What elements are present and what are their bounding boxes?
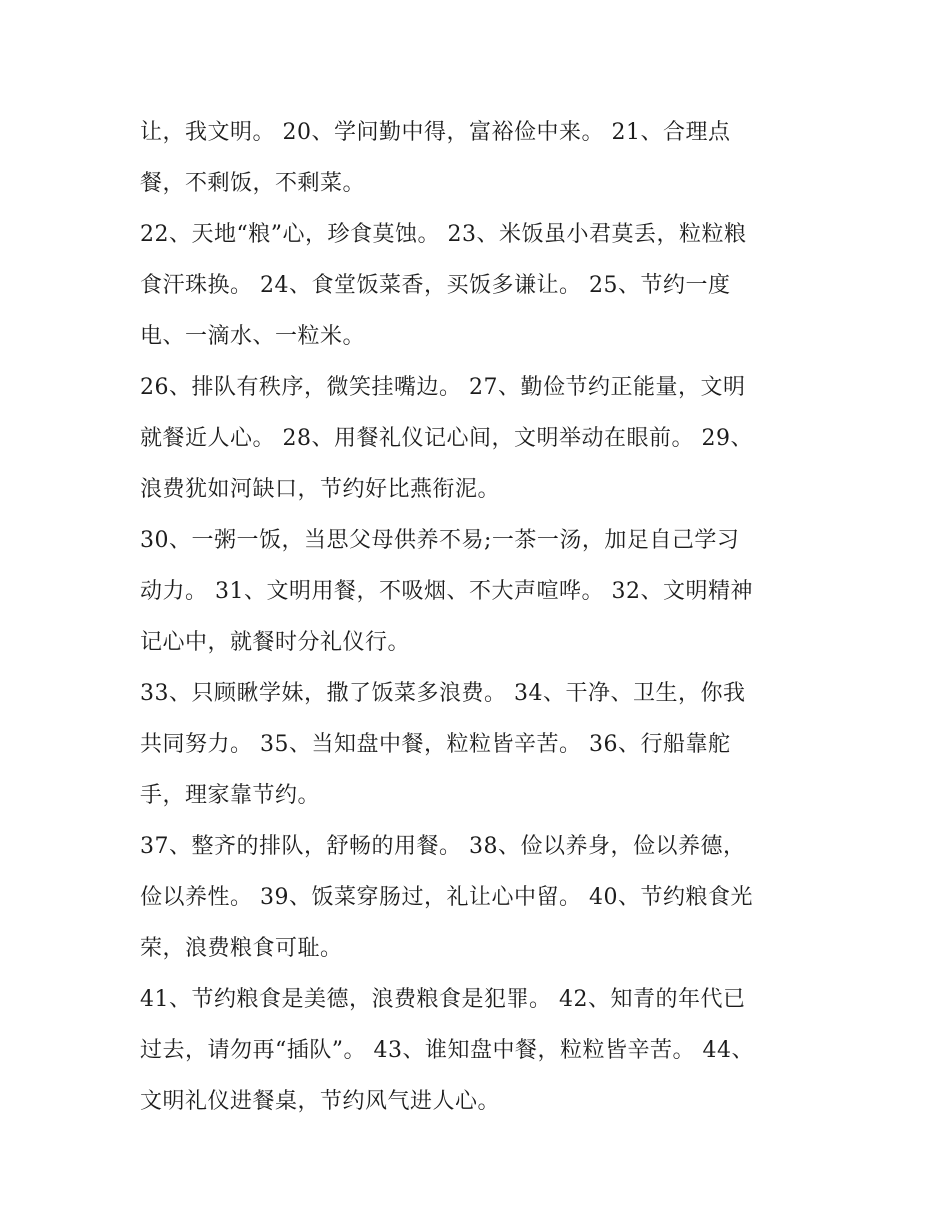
text-line: 手，理家靠节约。 bbox=[140, 783, 321, 808]
text-line: 餐，不剩饭，不剩菜。 bbox=[140, 171, 366, 196]
text-line: 让，我文明。 20、学问勤中得，富裕俭中来。 21、合理点 bbox=[140, 120, 731, 145]
text-line: 食汗珠换。 24、食堂饭菜香，买饭多谦让。 25、节约一度 bbox=[140, 273, 731, 298]
text-line: 文明礼仪进餐桌，节约风气进人心。 bbox=[140, 1089, 501, 1114]
text-line: 33、只顾瞅学妹，撒了饭菜多浪费。 34、干净、卫生，你我 bbox=[140, 681, 746, 706]
document-body bbox=[140, 107, 820, 1127]
text-line: 30、一粥一饭，当思父母供养不易;一茶一汤，加足自己学习 bbox=[140, 528, 740, 553]
text-line: 过去，请勿再“插队”。 43、谁知盘中餐，粒粒皆辛苦。 44、 bbox=[140, 1038, 754, 1063]
text-line: 俭以养性。 39、饭菜穿肠过，礼让心中留。 40、节约粮食光 bbox=[140, 885, 753, 910]
text-line: 动力。 31、文明用餐，不吸烟、不大声喧哗。 32、文明精神 bbox=[140, 579, 753, 604]
text-line: 荣，浪费粮食可耻。 bbox=[140, 936, 343, 961]
text-line: 41、节约粮食是美德，浪费粮食是犯罪。 42、知青的年代已 bbox=[140, 987, 746, 1012]
text-line: 26、排队有秩序，微笑挂嘴边。 27、勤俭节约正能量，文明 bbox=[140, 375, 746, 400]
text-line: 电、一滴水、一粒米。 bbox=[140, 324, 366, 349]
text-line: 浪费犹如河缺口，节约好比燕衔泥。 bbox=[140, 477, 501, 502]
text-line: 共同努力。 35、当知盘中餐，粒粒皆辛苦。 36、行船靠舵 bbox=[140, 732, 731, 757]
text-line: 记心中，就餐时分礼仪行。 bbox=[140, 630, 411, 655]
text-line: 37、整齐的排队，舒畅的用餐。 38、俭以养身，俭以养德， bbox=[140, 834, 746, 859]
text-line: 22、天地“粮”心，珍食莫蚀。 23、米饭虽小君莫丢，粒粒粮 bbox=[140, 222, 747, 247]
text-line: 就餐近人心。 28、用餐礼仪记心间，文明举动在眼前。 29、 bbox=[140, 426, 753, 451]
